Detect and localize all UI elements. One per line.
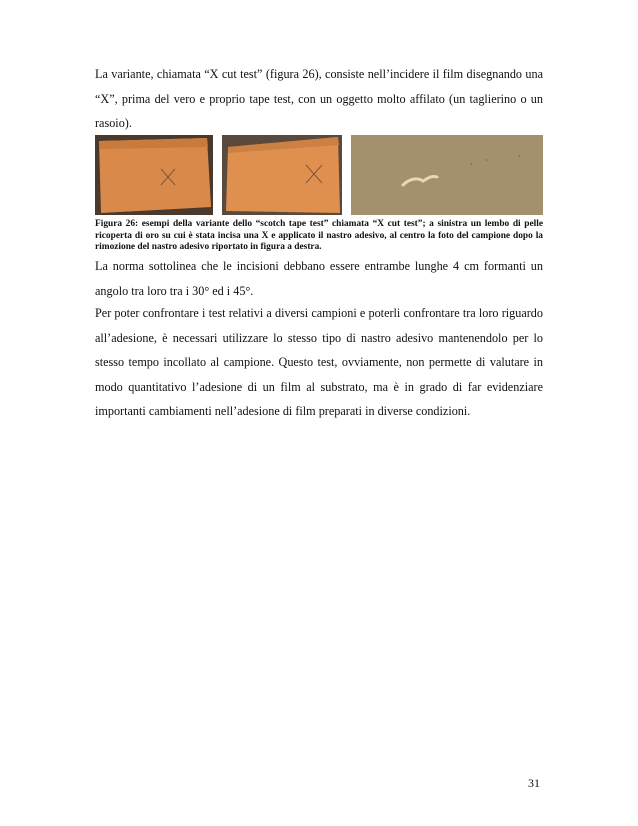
- paragraph-intro: La variante, chiamata “X cut test” (figura 26), consiste nell’incidere il film disegnando una “X”, prima del vero e proprio tape test, con un oggetto molto affilato (un taglierino o un rasoio).: [95, 67, 543, 131]
- page-number: 31: [528, 776, 540, 790]
- photo-sample-after-tape-removal: [222, 135, 342, 215]
- figure-26-images: [95, 135, 543, 215]
- paragraph-confronto: Per poter confrontare i test relativi a diversi campioni e poterli confrontare tra loro riguardo all’adesione, è necessari utilizzare lo stesso tipo di nastro adesivo mantenendolo per lo stesso tempo incollato al campione. Questo test, ovviamente, non permette di valutare in modo quantitativo l’adesione di un film al substrato, ma è in grado di far evidenziare importanti cambiamenti nell’adesione di film preparati in diverse condizioni.: [95, 306, 543, 419]
- paragraph-norma: La norma sottolinea che le incisioni debbano essere entrambe lunghe 4 cm formanti un angolo tra loro tra i 30° ed i 45°.: [95, 259, 543, 298]
- figure-caption: Figura 26: esempi della variante dello “scotch tape test” chiamata “X cut test”; a sinistra un lembo di pelle ricoperta di oro su cui è stata incisa una X e applicato il nastro adesivo, al centro la foto del campione dopo la rimozione del nastro adesivo riportato in figura a destra.: [95, 219, 543, 253]
- photo-leather-with-x-and-tape: [95, 135, 213, 215]
- photo-removed-adhesive-tape: [351, 135, 543, 215]
